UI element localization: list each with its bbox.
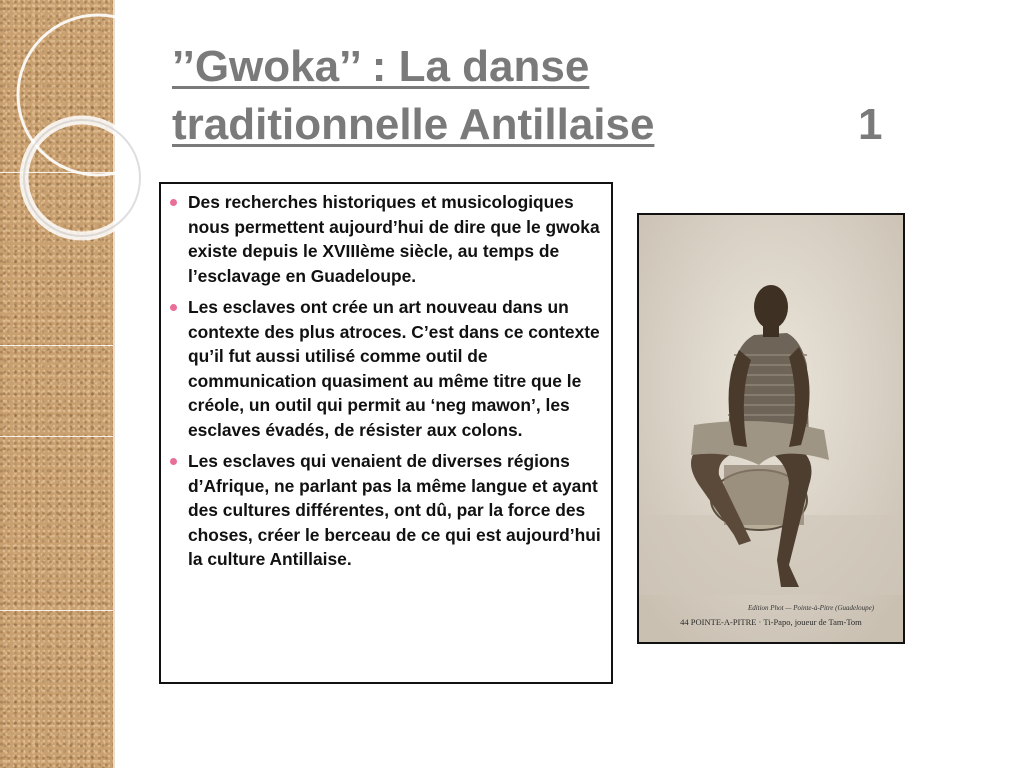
historic-photo xyxy=(637,213,905,644)
content-text-box xyxy=(159,182,613,684)
title-line-1: ’’Gwoka’’ : La danse xyxy=(172,42,590,91)
bullet-dot-icon xyxy=(170,304,177,311)
bullet-dot-icon xyxy=(170,199,177,206)
bullet-item xyxy=(188,449,603,572)
title-line-2: traditionnelle Antillaise xyxy=(172,100,655,149)
bullet-item xyxy=(188,295,603,442)
bullet-dot-icon xyxy=(170,458,177,465)
bullet-text: Les esclaves qui venaient de diverses régions d’Afrique, ne parlant pas la même langue et ayant des cultures différentes, ont dû, par la force des choses, créer le berceau de ce qui est aujourd’hui la culture Antillaise. xyxy=(188,451,601,569)
strip-divider xyxy=(0,345,113,346)
bullet-list xyxy=(161,184,611,572)
slide-title xyxy=(172,38,992,154)
strip-divider xyxy=(0,436,113,437)
drummer-photo-icon xyxy=(639,215,903,642)
strip-divider xyxy=(0,610,113,611)
photo-publisher-caption: Edition Phot — Pointe-à-Pitre (Guadeloupe) xyxy=(747,604,875,612)
bullet-text: Des recherches historiques et musicologiques nous permettent aujourd’hui de dire que le gwoka existe depuis le XVIIIème siècle, au temps de l’esclavage en Guadeloupe. xyxy=(188,192,600,286)
photo-caption: 44 POINTE-A-PITRE · Ti-Papo, joueur de Tam-Tom xyxy=(680,617,862,627)
slide-number: 1 xyxy=(858,100,883,149)
bullet-item xyxy=(188,190,603,288)
bullet-text: Les esclaves ont crée un art nouveau dans un contexte des plus atroces. C’est dans ce contexte qu’il fut aussi utilisé comme outil de communication quasiment au même titre que le créole, un outil qui permit au ‘neg mawon’, les esclaves évadés, de résister aux colons. xyxy=(188,297,600,440)
